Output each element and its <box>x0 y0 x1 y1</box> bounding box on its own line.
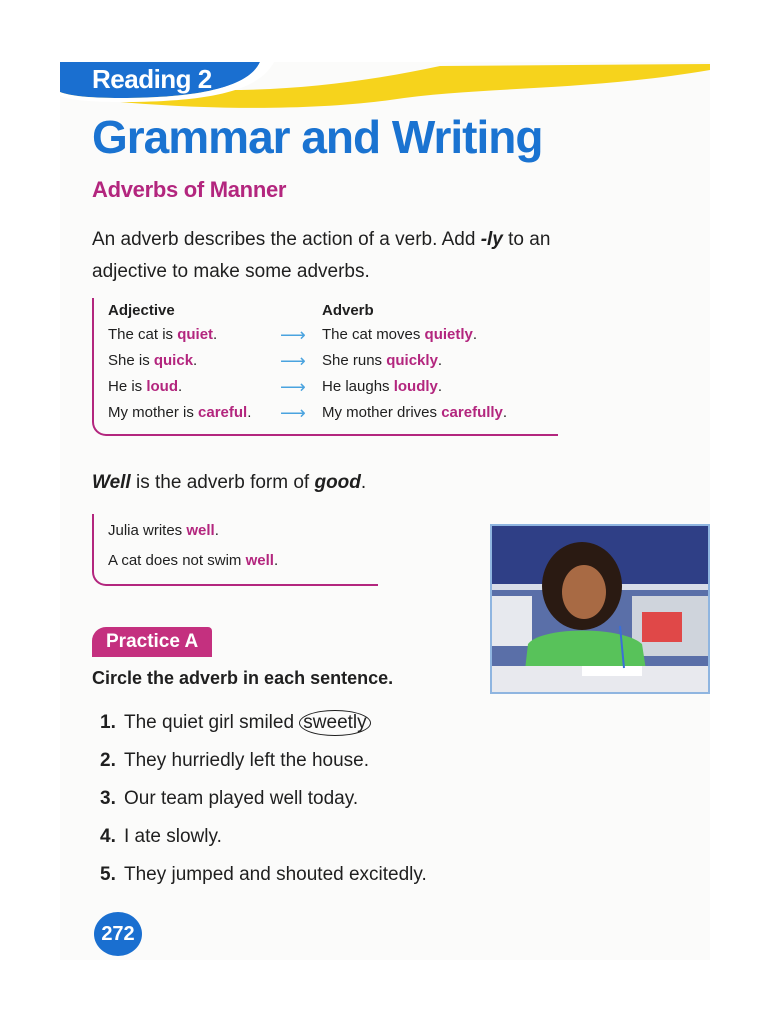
adv-word: carefully <box>441 404 503 421</box>
well-examples <box>108 516 278 576</box>
item-number: 2. <box>100 750 116 771</box>
well-note <box>92 472 366 494</box>
arrow-icon: ⟶ <box>280 351 306 371</box>
adverb-header: Adverb <box>322 302 374 319</box>
adjective-header: Adjective <box>108 302 175 319</box>
item-text: The quiet girl smiled <box>124 712 300 733</box>
item-text: They jumped and shouted excitedly. <box>124 864 427 885</box>
adjective-row <box>108 348 251 374</box>
adj-word: quick <box>153 352 194 369</box>
section-subtitle: Adverbs of Manner <box>92 177 287 202</box>
example-word: well <box>186 522 215 539</box>
arrow-column <box>280 322 306 426</box>
adv-end: . <box>502 404 508 421</box>
adv-text: She runs <box>322 352 387 369</box>
practice-a-label: Practice A <box>92 627 212 657</box>
adjective-row <box>108 400 251 426</box>
textbook-page <box>60 62 710 960</box>
example-text: Julia writes <box>108 522 187 539</box>
well-note-text: is the adverb form of <box>130 472 315 493</box>
adj-text: The cat is <box>108 326 178 343</box>
practice-item <box>100 742 427 780</box>
adv-word: quietly <box>424 326 473 343</box>
example-sentence <box>108 516 278 546</box>
student-writing-photo <box>490 524 710 694</box>
adv-end: . <box>472 326 478 343</box>
item-number: 1. <box>100 712 116 733</box>
adverb-row <box>322 400 507 426</box>
adv-text: My mother drives <box>322 404 442 421</box>
well-note-end: . <box>360 472 367 493</box>
adverb-row <box>322 374 507 400</box>
example-text: A cat does not swim <box>108 552 246 569</box>
adjective-row <box>108 322 251 348</box>
adverb-row <box>322 348 507 374</box>
item-text: They hurriedly left the house. <box>124 750 370 771</box>
page-title: Grammar and Writing <box>92 111 543 163</box>
well-word: Well <box>92 472 131 493</box>
good-word: good <box>314 472 361 493</box>
adj-word: careful <box>198 404 248 421</box>
adjective-row <box>108 374 251 400</box>
intro-suffix: -ly <box>480 229 503 250</box>
banner-label: Reading 2 <box>92 64 212 94</box>
arrow-icon: ⟶ <box>280 403 306 423</box>
arrow-icon: ⟶ <box>280 377 306 397</box>
item-number: 4. <box>100 826 116 847</box>
practice-item <box>100 856 427 894</box>
adj-end: . <box>247 404 252 421</box>
adv-text: He laughs <box>322 378 394 395</box>
practice-item <box>100 818 427 856</box>
item-text: I ate slowly. <box>124 826 222 847</box>
example-word: well <box>245 552 274 569</box>
example-sentence <box>108 546 278 576</box>
adv-word: quickly <box>386 352 438 369</box>
photo-illustration <box>492 526 710 694</box>
adv-end: . <box>437 352 443 369</box>
practice-instruction: Circle the adverb in each sentence. <box>92 668 394 688</box>
adj-end: . <box>193 352 198 369</box>
item-number: 3. <box>100 788 116 809</box>
circled-adverb: sweetly <box>299 710 370 736</box>
practice-items <box>100 704 427 894</box>
adj-end: . <box>178 378 183 395</box>
adverb-column <box>322 300 507 426</box>
page-number-badge: 272 <box>94 912 142 956</box>
practice-item <box>100 780 427 818</box>
reading-banner <box>60 62 710 112</box>
adv-word: loudly <box>393 378 438 395</box>
arrow-icon: ⟶ <box>280 325 306 345</box>
adj-word: loud <box>146 378 178 395</box>
intro-text-1: An adverb describes the action of a verb. Add <box>92 229 481 250</box>
adv-text: The cat moves <box>322 326 425 343</box>
adj-word: quiet <box>177 326 214 343</box>
adj-text: She is <box>108 352 154 369</box>
intro-paragraph <box>92 224 592 288</box>
adj-text: My mother is <box>108 404 199 421</box>
example-end: . <box>273 552 279 569</box>
intro-text-2: to an adjective to make some adverbs. <box>92 229 551 282</box>
practice-item <box>100 704 427 742</box>
item-number: 5. <box>100 864 116 885</box>
adj-end: . <box>213 326 218 343</box>
example-end: . <box>214 522 219 539</box>
adverb-row <box>322 322 507 348</box>
adjective-column <box>108 300 251 426</box>
adv-end: . <box>437 378 443 395</box>
adj-text: He is <box>108 378 147 395</box>
item-text: Our team played well today. <box>124 788 359 809</box>
